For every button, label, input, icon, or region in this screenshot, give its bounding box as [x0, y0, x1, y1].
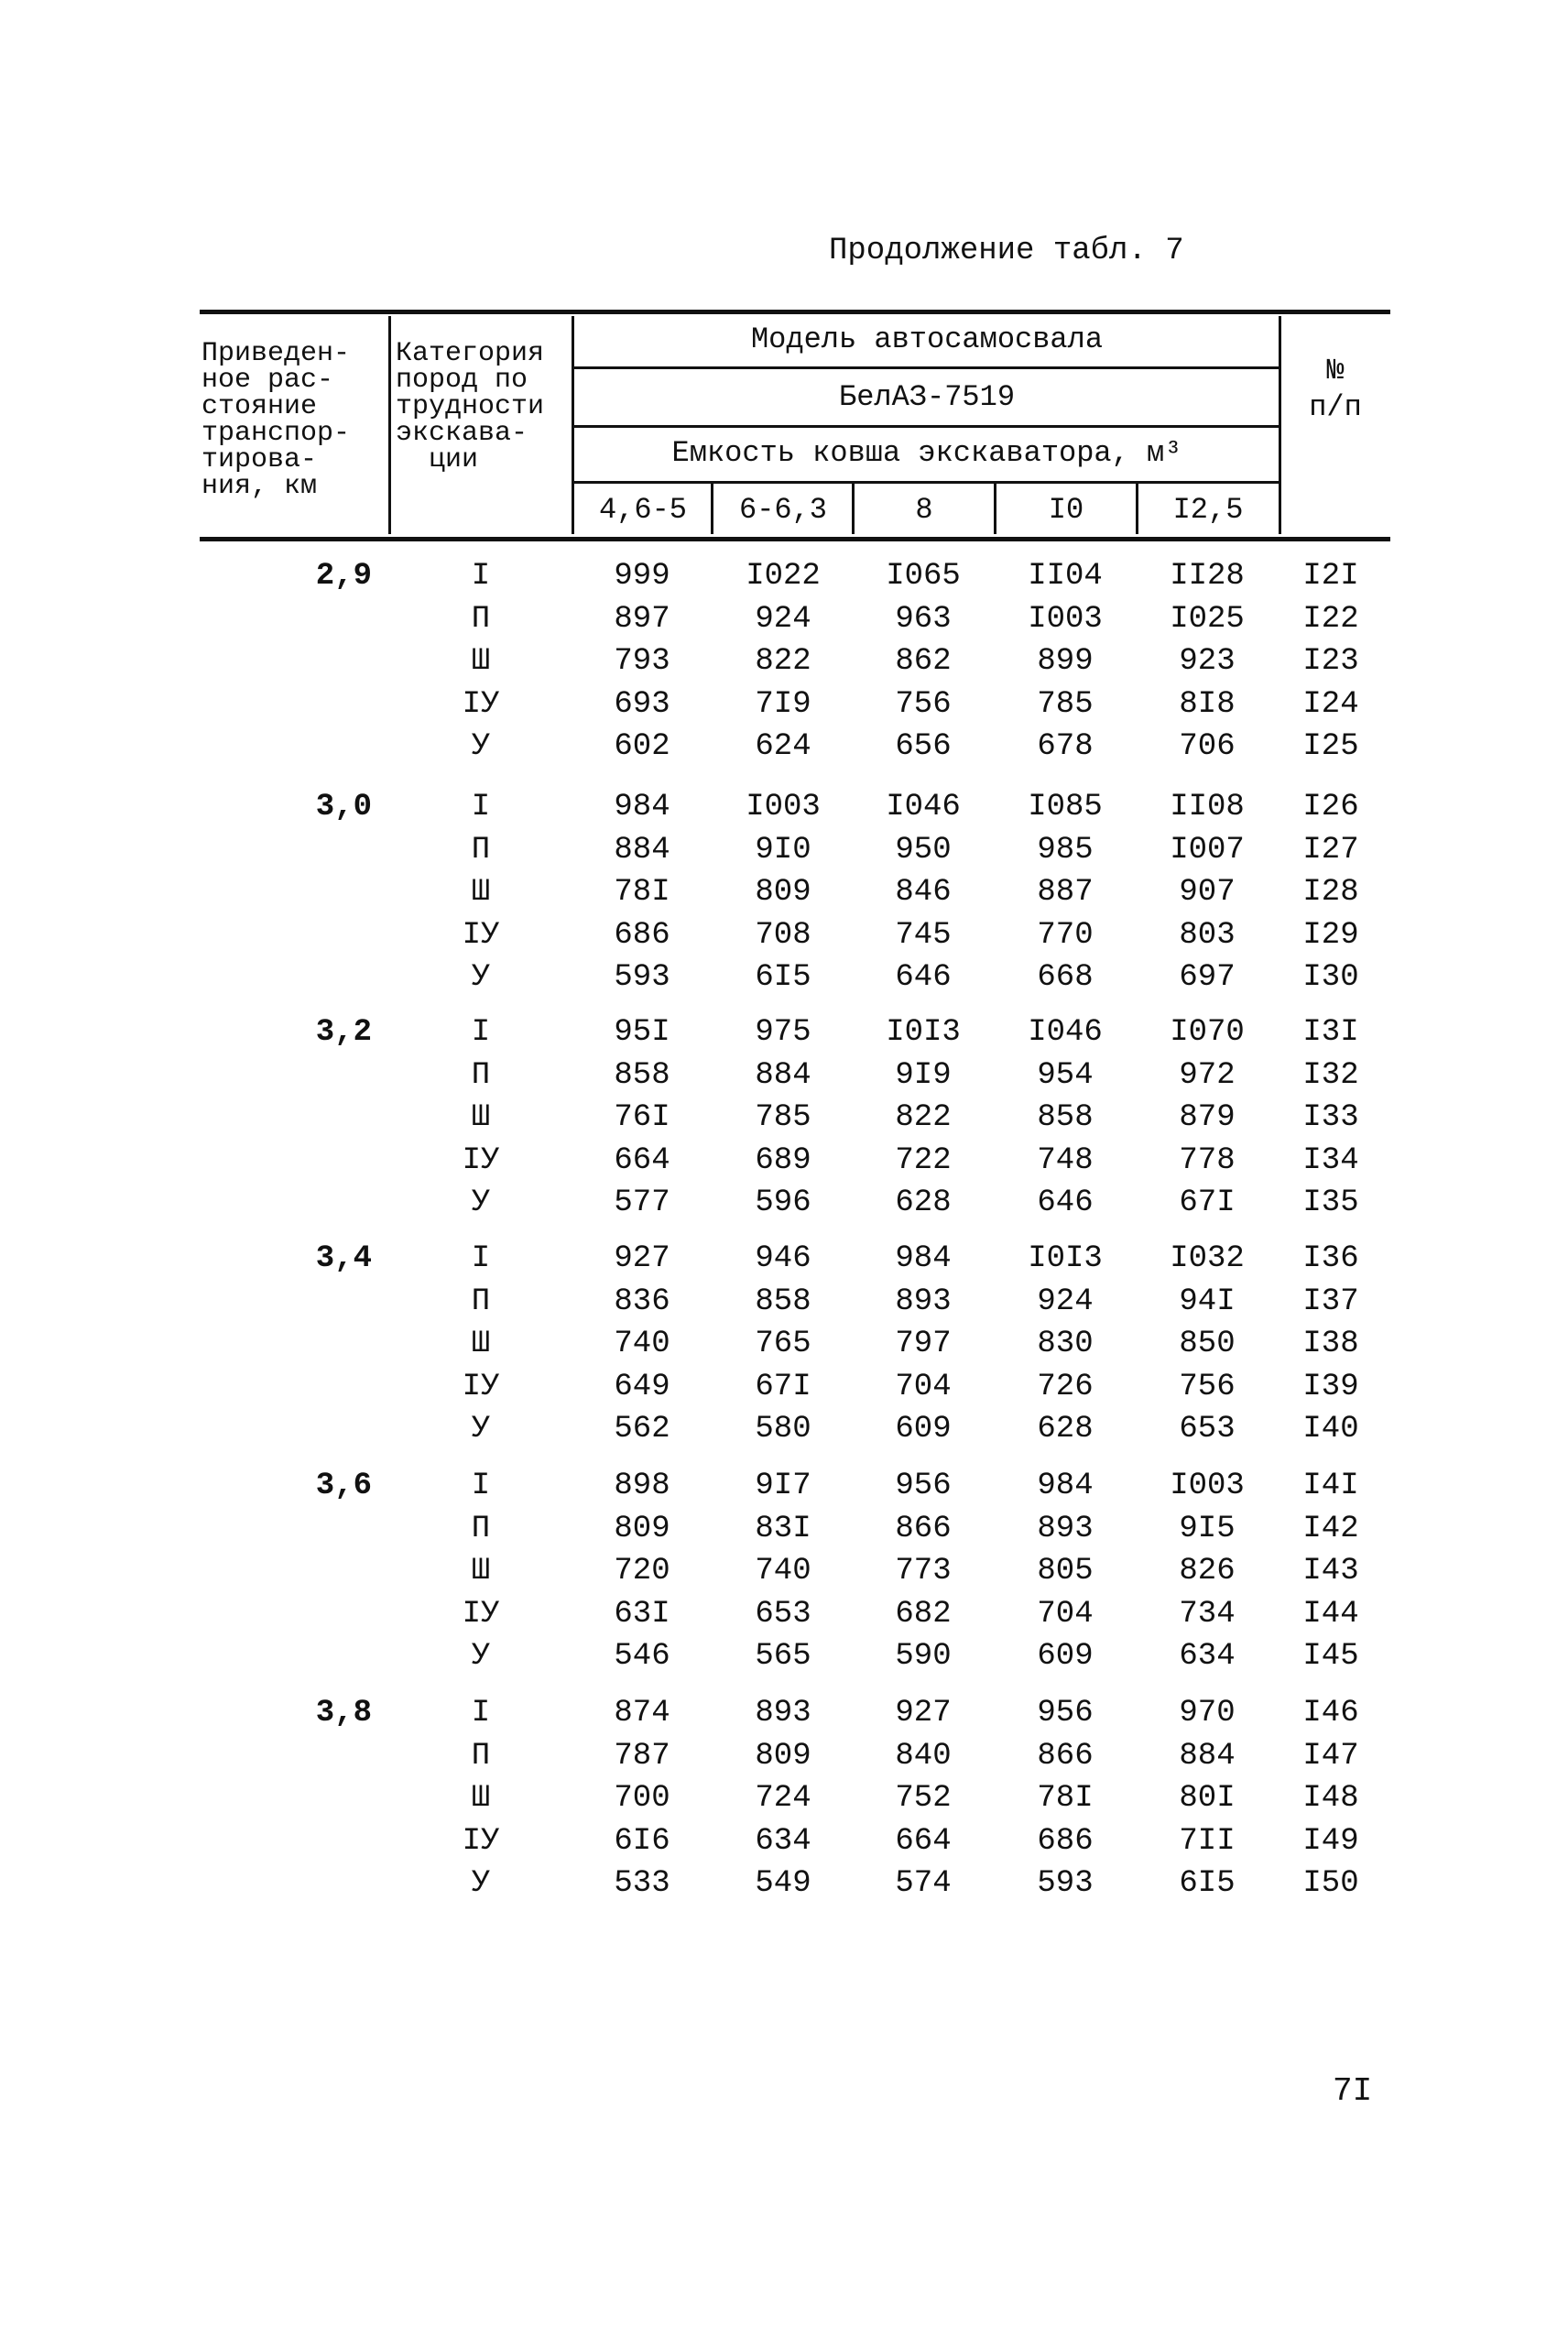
value-cell: 893 [1037, 1511, 1094, 1546]
index-cell: I32 [1302, 1057, 1359, 1093]
index-cell: I37 [1302, 1283, 1359, 1319]
header-subrule [574, 425, 1279, 428]
value-cell: I0I3 [1028, 1241, 1103, 1276]
category-cell: П [471, 1057, 491, 1093]
value-cell: 858 [1037, 1100, 1094, 1135]
header-model-name: БелАЗ-7519 [838, 380, 1016, 414]
category-cell: I [471, 1696, 491, 1731]
value-cell: 793 [614, 644, 670, 679]
index-cell: I3I [1302, 1015, 1359, 1050]
value-cell: 924 [755, 601, 811, 637]
value-cell: 668 [1037, 960, 1094, 995]
value-cell: 634 [1179, 1639, 1236, 1674]
header-capacity-3: 8 [915, 493, 933, 527]
value-cell: 803 [1179, 917, 1236, 953]
value-cell: 946 [755, 1241, 811, 1276]
value-cell: 646 [1037, 1185, 1094, 1220]
value-cell: 797 [895, 1327, 952, 1361]
index-cell: I46 [1302, 1696, 1359, 1731]
category-cell: I [471, 559, 491, 594]
value-cell: 565 [755, 1639, 811, 1674]
value-cell: 664 [895, 1823, 952, 1859]
value-cell: 653 [1179, 1412, 1236, 1447]
value-cell: 697 [1179, 960, 1236, 995]
value-cell: 752 [895, 1781, 952, 1816]
value-cell: 884 [614, 832, 670, 868]
value-cell: 898 [614, 1469, 670, 1503]
index-cell: I36 [1302, 1241, 1359, 1276]
value-cell: 809 [755, 1738, 811, 1774]
value-cell: 722 [895, 1142, 952, 1178]
value-cell: 999 [614, 559, 670, 594]
value-cell: 593 [1037, 1866, 1094, 1901]
value-cell: I003 [1028, 601, 1103, 637]
value-cell: 924 [1037, 1283, 1094, 1319]
value-cell: 593 [614, 960, 670, 995]
category-cell: У [471, 1639, 491, 1674]
value-cell: 78I [1037, 1781, 1094, 1816]
table-header-bottom-rule [200, 537, 1390, 541]
value-cell: 9I7 [755, 1469, 811, 1503]
index-cell: I30 [1302, 960, 1359, 995]
value-cell: 984 [1037, 1469, 1094, 1503]
category-cell: П [471, 1283, 491, 1319]
value-cell: 822 [755, 644, 811, 679]
value-cell: 706 [1179, 729, 1236, 764]
category-cell: Ш [471, 1554, 491, 1589]
value-cell: 887 [1037, 875, 1094, 910]
value-cell: 874 [614, 1696, 670, 1731]
value-cell: 826 [1179, 1554, 1236, 1589]
distance-value: 3,2 [315, 1015, 372, 1050]
category-cell: У [471, 1866, 491, 1901]
category-cell: У [471, 1412, 491, 1447]
index-cell: I2I [1302, 559, 1359, 594]
value-cell: 664 [614, 1142, 670, 1178]
value-cell: 95I [614, 1015, 670, 1050]
value-cell: 634 [755, 1823, 811, 1859]
value-cell: 649 [614, 1369, 670, 1404]
value-cell: 970 [1179, 1696, 1236, 1731]
header-subrule [574, 481, 1279, 484]
value-cell: 624 [755, 729, 811, 764]
value-cell: I007 [1170, 832, 1245, 868]
value-cell: 83I [755, 1511, 811, 1546]
value-cell: 720 [614, 1554, 670, 1589]
value-cell: 646 [895, 960, 952, 995]
header-model-label: Модель автосамосвала [750, 322, 1104, 356]
value-cell: 756 [895, 686, 952, 722]
value-cell: 862 [895, 644, 952, 679]
distance-value: 3,8 [315, 1696, 372, 1731]
value-cell: 609 [1037, 1639, 1094, 1674]
category-cell: П [471, 1511, 491, 1546]
value-cell: 884 [755, 1057, 811, 1093]
value-cell: 745 [895, 917, 952, 953]
header-index: № п/п [1309, 354, 1362, 424]
value-cell: 609 [895, 1412, 952, 1447]
value-cell: 884 [1179, 1738, 1236, 1774]
value-cell: 602 [614, 729, 670, 764]
category-cell: У [471, 960, 491, 995]
value-cell: 756 [1179, 1369, 1236, 1404]
value-cell: 562 [614, 1412, 670, 1447]
distance-value: 3,4 [315, 1241, 372, 1276]
category-cell: I [471, 1469, 491, 1503]
page-number: 7I [1333, 2072, 1373, 2110]
value-cell: 846 [895, 875, 952, 910]
value-cell: 686 [1037, 1823, 1094, 1859]
header-capacity-1: 4,6-5 [598, 493, 687, 527]
category-cell: П [471, 832, 491, 868]
value-cell: 9I5 [1179, 1511, 1236, 1546]
value-cell: 6I5 [755, 960, 811, 995]
value-cell: 628 [1037, 1412, 1094, 1447]
value-cell: 809 [614, 1511, 670, 1546]
category-cell: У [471, 729, 491, 764]
value-cell: 724 [755, 1781, 811, 1816]
value-cell: 765 [755, 1327, 811, 1361]
value-cell: 580 [755, 1412, 811, 1447]
value-cell: 549 [755, 1866, 811, 1901]
value-cell: 923 [1179, 644, 1236, 679]
value-cell: 686 [614, 917, 670, 953]
header-capacity-5: I2,5 [1172, 493, 1244, 527]
value-cell: I003 [1170, 1469, 1245, 1503]
index-cell: I43 [1302, 1554, 1359, 1589]
category-cell: Ш [471, 1100, 491, 1135]
index-cell: I40 [1302, 1412, 1359, 1447]
index-cell: I38 [1302, 1327, 1359, 1361]
index-cell: I27 [1302, 832, 1359, 868]
value-cell: I003 [746, 790, 821, 824]
value-cell: 682 [895, 1596, 952, 1632]
value-cell: II04 [1028, 559, 1103, 594]
value-cell: 950 [895, 832, 952, 868]
value-cell: 740 [614, 1327, 670, 1361]
value-cell: 907 [1179, 875, 1236, 910]
column-divider [388, 316, 391, 534]
value-cell: 6I6 [614, 1823, 670, 1859]
value-cell: 596 [755, 1185, 811, 1220]
value-cell: 893 [755, 1696, 811, 1731]
value-cell: 748 [1037, 1142, 1094, 1178]
category-cell: IУ [462, 1596, 500, 1632]
value-cell: 805 [1037, 1554, 1094, 1589]
index-cell: I22 [1302, 601, 1359, 637]
index-cell: I23 [1302, 644, 1359, 679]
value-cell: I022 [746, 559, 821, 594]
value-cell: 76I [614, 1100, 670, 1135]
value-cell: 975 [755, 1015, 811, 1050]
value-cell: 858 [755, 1283, 811, 1319]
category-cell: IУ [462, 686, 500, 722]
category-cell: I [471, 1241, 491, 1276]
value-cell: 956 [1037, 1696, 1094, 1731]
value-cell: 67I [755, 1369, 811, 1404]
value-cell: 809 [755, 875, 811, 910]
value-cell: 9I9 [895, 1057, 952, 1093]
value-cell: 897 [614, 601, 670, 637]
index-cell: I45 [1302, 1639, 1359, 1674]
category-cell: Ш [471, 1327, 491, 1361]
category-cell: У [471, 1185, 491, 1220]
value-cell: 7II [1179, 1823, 1236, 1859]
category-cell: Ш [471, 875, 491, 910]
value-cell: 577 [614, 1185, 670, 1220]
index-cell: I28 [1302, 875, 1359, 910]
value-cell: 866 [895, 1511, 952, 1546]
index-cell: I49 [1302, 1823, 1359, 1859]
value-cell: 590 [895, 1639, 952, 1674]
value-cell: I046 [1028, 1015, 1103, 1050]
value-cell: I046 [886, 790, 961, 824]
header-distance: Приведен- ное рас- стояние транспор- тирова- ния, км [201, 338, 351, 502]
index-cell: I35 [1302, 1185, 1359, 1220]
header-category: Категория пород по трудности экскава- ции [396, 338, 545, 475]
index-cell: I44 [1302, 1596, 1359, 1632]
value-cell: 546 [614, 1639, 670, 1674]
index-cell: I39 [1302, 1369, 1359, 1404]
category-cell: Ш [471, 644, 491, 679]
value-cell: 963 [895, 601, 952, 637]
value-cell: 770 [1037, 917, 1094, 953]
value-cell: II08 [1170, 790, 1245, 824]
value-cell: 879 [1179, 1100, 1236, 1135]
index-cell: I33 [1302, 1100, 1359, 1135]
value-cell: 836 [614, 1283, 670, 1319]
header-capacity-2: 6-6,3 [738, 493, 827, 527]
distance-value: 3,6 [315, 1469, 372, 1503]
index-cell: I29 [1302, 917, 1359, 953]
value-cell: I032 [1170, 1241, 1245, 1276]
category-cell: IУ [462, 917, 500, 953]
value-cell: 927 [895, 1696, 952, 1731]
value-cell: 80I [1179, 1781, 1236, 1816]
category-cell: IУ [462, 1369, 500, 1404]
value-cell: II28 [1170, 559, 1245, 594]
value-cell: 94I [1179, 1283, 1236, 1319]
value-cell: 785 [1037, 686, 1094, 722]
value-cell: 533 [614, 1866, 670, 1901]
value-cell: 678 [1037, 729, 1094, 764]
index-cell: I25 [1302, 729, 1359, 764]
category-cell: П [471, 1738, 491, 1774]
header-subrule [574, 366, 1279, 369]
distance-value: 3,0 [315, 790, 372, 824]
category-cell: IУ [462, 1142, 500, 1178]
category-cell: I [471, 1015, 491, 1050]
index-cell: I4I [1302, 1469, 1359, 1503]
index-cell: I34 [1302, 1142, 1359, 1178]
value-cell: 956 [895, 1469, 952, 1503]
value-cell: 7I9 [755, 686, 811, 722]
value-cell: I025 [1170, 601, 1245, 637]
value-cell: 653 [755, 1596, 811, 1632]
value-cell: 822 [895, 1100, 952, 1135]
value-cell: 778 [1179, 1142, 1236, 1178]
value-cell: 78I [614, 875, 670, 910]
value-cell: 830 [1037, 1327, 1094, 1361]
value-cell: 708 [755, 917, 811, 953]
value-cell: 972 [1179, 1057, 1236, 1093]
value-cell: 693 [614, 686, 670, 722]
category-cell: IУ [462, 1823, 500, 1859]
value-cell: I0I3 [886, 1015, 961, 1050]
value-cell: 858 [614, 1057, 670, 1093]
index-cell: I24 [1302, 686, 1359, 722]
value-cell: I065 [886, 559, 961, 594]
value-cell: 734 [1179, 1596, 1236, 1632]
value-cell: 740 [755, 1554, 811, 1589]
value-cell: 985 [1037, 832, 1094, 868]
value-cell: 785 [755, 1100, 811, 1135]
value-cell: 704 [895, 1369, 952, 1404]
value-cell: 63I [614, 1596, 670, 1632]
value-cell: 656 [895, 729, 952, 764]
value-cell: I085 [1028, 790, 1103, 824]
index-cell: I47 [1302, 1738, 1359, 1774]
table-caption: Продолжение табл. 7 [829, 234, 1184, 268]
value-cell: 574 [895, 1866, 952, 1901]
value-cell: 773 [895, 1554, 952, 1589]
value-cell: 628 [895, 1185, 952, 1220]
index-cell: I42 [1302, 1511, 1359, 1546]
header-capacity-4: I0 [1048, 493, 1084, 527]
header-capacity-label: Емкость ковша экскаватора, м³ [671, 436, 1182, 470]
value-cell: 6I5 [1179, 1866, 1236, 1901]
value-cell: 850 [1179, 1327, 1236, 1361]
value-cell: 984 [895, 1241, 952, 1276]
category-cell: I [471, 790, 491, 824]
value-cell: 899 [1037, 644, 1094, 679]
value-cell: 700 [614, 1781, 670, 1816]
value-cell: 954 [1037, 1057, 1094, 1093]
index-cell: I48 [1302, 1781, 1359, 1816]
value-cell: 840 [895, 1738, 952, 1774]
value-cell: 67I [1179, 1185, 1236, 1220]
index-cell: I50 [1302, 1866, 1359, 1901]
category-cell: П [471, 601, 491, 637]
value-cell: I070 [1170, 1015, 1245, 1050]
value-cell: 927 [614, 1241, 670, 1276]
value-cell: 893 [895, 1283, 952, 1319]
distance-value: 2,9 [315, 559, 372, 594]
value-cell: 726 [1037, 1369, 1094, 1404]
table-top-rule [200, 310, 1390, 314]
category-cell: Ш [471, 1781, 491, 1816]
value-cell: 866 [1037, 1738, 1094, 1774]
value-cell: 689 [755, 1142, 811, 1178]
value-cell: 787 [614, 1738, 670, 1774]
value-cell: 984 [614, 790, 670, 824]
index-cell: I26 [1302, 790, 1359, 824]
value-cell: 9I0 [755, 832, 811, 868]
value-cell: 704 [1037, 1596, 1094, 1632]
value-cell: 8I8 [1179, 686, 1236, 722]
